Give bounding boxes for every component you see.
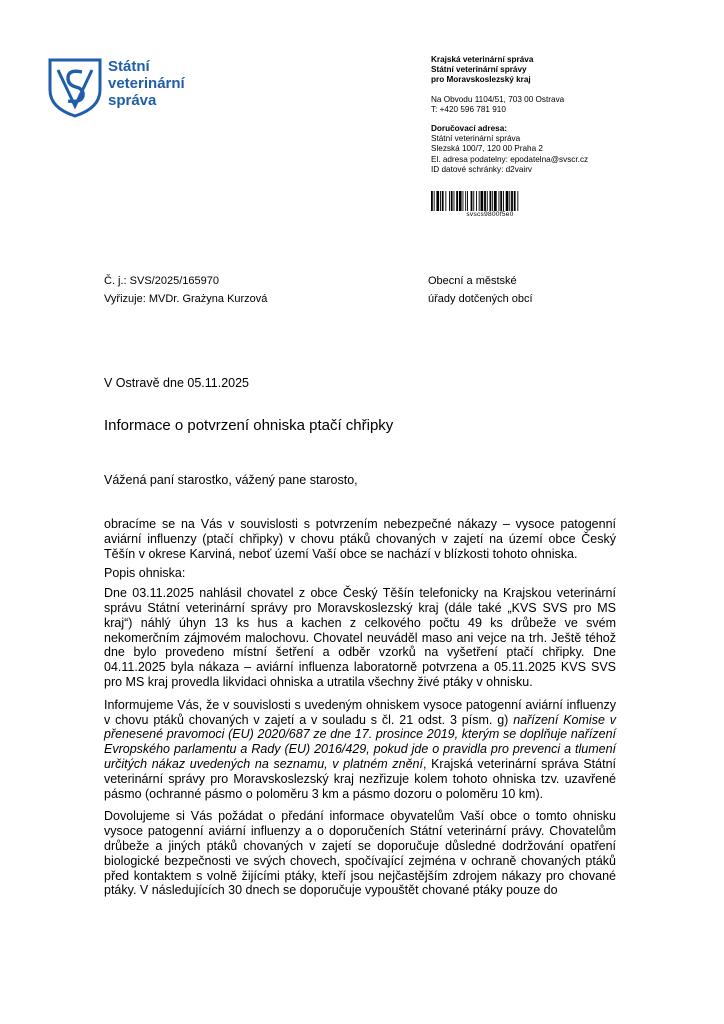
addressee-block [428,272,533,308]
logo-text [108,58,185,109]
reference-number: Č. j.: SVS/2025/165970 [104,275,219,287]
addressee-line-2: úřady dotčených obcí [428,293,533,305]
barcode-number: svscs9800f5e0 [466,211,514,218]
sender-address: Na Obvodu 1104/51, 703 00 Ostrava [431,94,565,104]
regulation-text-b: , Krajská veterinární správa Státní veterinární správy pro Moravskoslezský kraj nezřizuje kolem tohoto ohniska tzv. uzavřené pásmo (ochranné pásmo o poloměru 3 km a pásmo dozoru o poloměru 10 km). [104,756,617,801]
paragraph-heading: Popis ohniska: [104,566,186,581]
letter-subject: Informace o potvrzení ohniska ptačí chřipky [104,417,394,434]
barcode-bars [431,191,549,211]
regulation-text-a: Informujeme Vás, že v souvislosti s uvedeným ohniskem vysoce patogenní aviární influenzy v chovu ptáků chovaných v zajetí a v souladu s čl. 21 odst. 3 písm. g) [104,697,616,727]
logo-line-2: veterinární [108,75,185,92]
logo-line-3: správa [108,92,157,109]
delivery-street: Slezská 100/7, 120 00 Praha 2 [431,144,543,154]
delivery-heading: Doručovací adresa: [431,124,507,134]
sender-org-2: Státní veterinární správy [431,65,527,75]
regulation-citation: nařízení Komise v přenesené pravomoci (EU) 2020/687 ze dne 17. prosince 2019, kterým se doplňuje nařízení Evropského parlamentu a Rady (EU) 2016/429, pokud jde o pravidla pro prevenci a tlumení určitých nákaz uvedených na seznamu, v platném znění [104,712,617,771]
letter-date: V Ostravě dne 05.11.2025 [104,376,250,390]
sender-phone: T: +420 596 781 910 [431,104,506,114]
svs-shield-icon [46,56,104,118]
logo-line-1: Státní [108,58,150,75]
paragraph-recommendation: Dovolujeme si Vás požádat o předání informace obyvatelům Vaší obce o tomto ohnisku vysoce patogenní aviární influenzy a o doporučeních Státní veterinární právy. Chovatelům drůbeže a jiných ptáků chovaných v zajetí se doporučuje důsledné dodržování opatření biologické bezpečnosti ve svých chovech, spočívající zejména v ochraně chovaných ptáků před kontaktem s volně žijícími ptáky, kteří jsou nejčastějším zdrojem nákazy pro chované ptáky. V následujících 30 dnech se doporučuje vypouštět chované ptáky pouze do [104,809,616,898]
paragraph-intro: obracíme se na Vás v souvislosti s potvrzením nebezpečné nákazy – vysoce patogenní aviární influenzy (ptačí chřipky) v chovu ptáků chovaných v zajetí na území obce Český Těšín v okrese Karviná, neboť území Vaší obce se nachází v blízkosti tohoto ohniska. [104,517,616,561]
letter-body [104,517,616,906]
paragraph-outbreak-description: Dne 03.11.2025 nahlásil chovatel z obce Český Těšín telefonicky na Krajskou veterinární správu Státní veterinární správy pro Moravskoslezský kraj (dále také „KVS SVS pro MS kraj“) náhlý úhyn 13 ks hus a kachen z celkového počtu 49 ks drůbeže ve svém nekomerčním zájmovém malochovu. Chovatel neuváděl maso ani vejce na trh. Ještě téhož dne bylo provedeno místní šetření a odběr vzorků na vyšetření ptačí chřipky. Dne 04.11.2025 byla nákaza – aviární influenza laboratorně potvrzena a 05.11.2025 KVS SVS pro MS kraj provedla likvidaci ohniska a utratila všechny živé ptáky v ohnisku. [104,586,616,689]
barcode [431,191,549,219]
salutation: Vážená paní starostko, vážený pane starosto, [104,473,358,487]
addressee-line-1: Obecní a městské [428,275,517,287]
sender-org-3: pro Moravskoslezský kraj [431,75,531,85]
sender-block [431,55,588,175]
reference-block [104,272,267,308]
paragraph-regulation [104,698,616,802]
handled-by: Vyřizuje: MVDr. Grażyna Kurzová [104,293,268,305]
sender-org-1: Krajská veterinární správa [431,55,534,64]
delivery-org: Státní veterinární správa [431,134,521,144]
sender-email: El. adresa podatelny: epodatelna@svscr.cz [431,154,589,164]
sender-databox: ID datové schránky: d2vairv [431,164,533,174]
logo [46,56,216,118]
